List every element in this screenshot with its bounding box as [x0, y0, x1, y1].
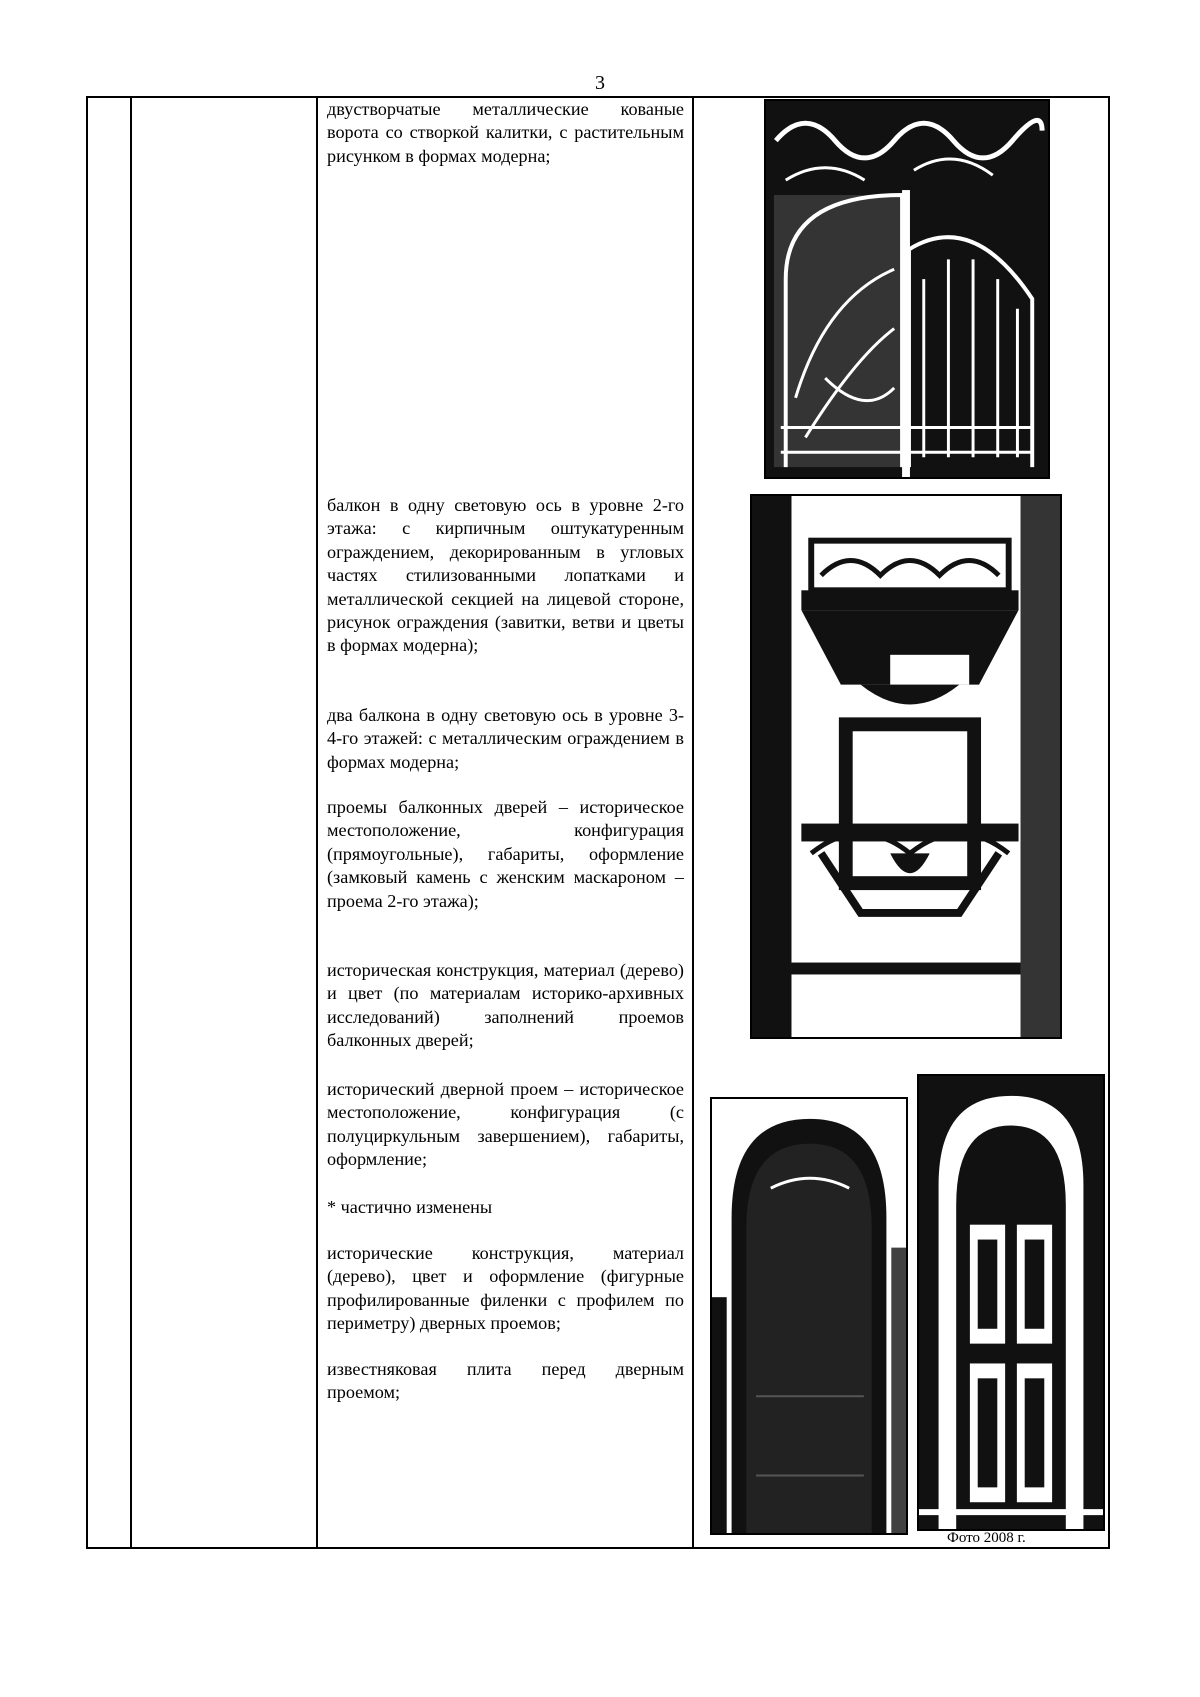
photo-doorway-left — [710, 1097, 908, 1535]
column-divider-1 — [130, 96, 132, 1549]
photo-doorway-right — [917, 1074, 1105, 1531]
page-number: 3 — [595, 72, 605, 94]
paragraph-door-opening: исторический дверной проем – историческое местоположение, конфигурация (с полуциркульным завершением), габариты, оформление; — [327, 1079, 684, 1170]
paragraph-limestone-slab: известняковая плита перед дверным проемом; — [327, 1359, 684, 1403]
column-divider-3 — [692, 96, 694, 1549]
paragraph-door-constructions: исторические конструкция, материал (дерево), цвет и оформление (фигурные профилированные филенки с профилем по периметру) дверных проемов; — [327, 1243, 684, 1334]
paragraph-balconies-3-4-floors: два балкона в одну световую ось в уровне 3-4-го этажей: с металлическим ограждением в формах модерна; — [327, 705, 684, 772]
photo-caption: Фото 2008 г. — [947, 1530, 1026, 1546]
paragraph-gates: двустворчатые металлические кованые ворота со створкой калитки, с растительным рисунком в формах модерна; — [327, 99, 684, 166]
paragraph-balcony-2nd-floor: балкон в одну световую ось в уровне 2-го этажа: с кирпичным оштукатуренным ограждением, декорированным в угловых частях стилизованными лопатками и металлической секцией на лицевой стороне, рисунок ограждения (завитки, ветви и цветы в формах модерна); — [327, 495, 684, 656]
paragraph-partially-changed-note: * частично изменены — [327, 1197, 493, 1217]
column-divider-2 — [316, 96, 318, 1549]
photo-balcony — [750, 494, 1062, 1039]
paragraph-balcony-door-fillings: историческая конструкция, материал (дерево) и цвет (по материалам историко-архивных исследований) заполнений проемов балконных дверей; — [327, 960, 684, 1051]
photo-wrought-gates — [764, 99, 1050, 479]
paragraph-balcony-door-openings: проемы балконных дверей – историческое местоположение, конфигурация (прямоугольные), габариты, оформление (замковый камень с женским маскароном – проема 2-го этажа); — [327, 797, 684, 911]
